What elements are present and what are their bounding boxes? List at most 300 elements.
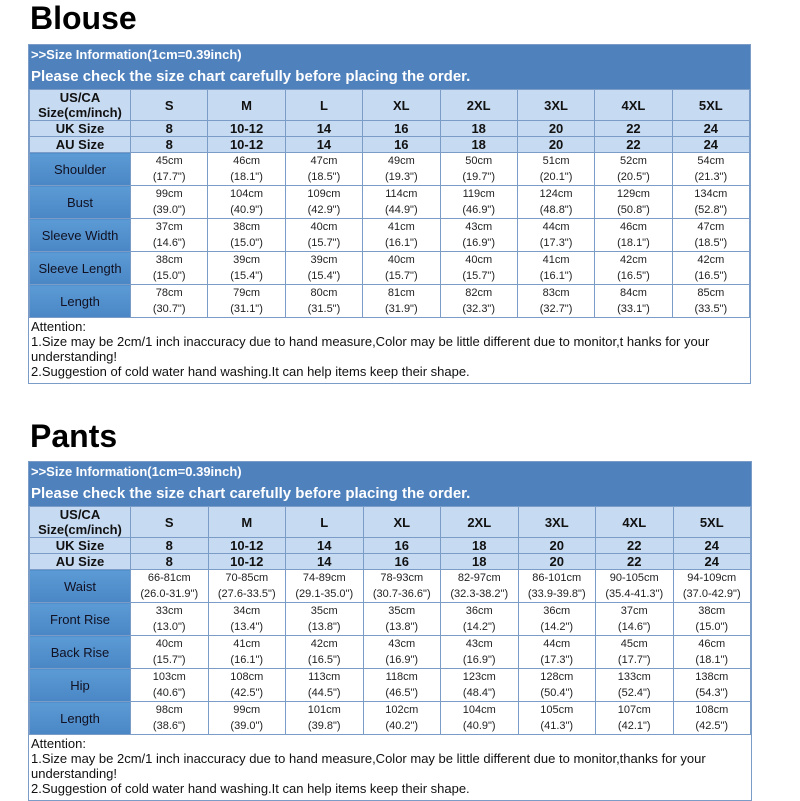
measurement-cell <box>672 153 749 186</box>
size-table <box>29 506 751 735</box>
inch-value: (18.1") <box>617 237 650 249</box>
inch-value: (39.8") <box>307 720 341 732</box>
inch-value: (38.6") <box>152 720 186 732</box>
measurement-cell <box>208 636 286 669</box>
row-label: Shoulder <box>30 153 131 186</box>
inch-value: (15.7") <box>384 270 418 282</box>
cm-value: 54cm <box>697 155 725 167</box>
measurement-cell <box>441 603 519 636</box>
measurement-cell <box>596 669 674 702</box>
measurement-cell <box>672 252 749 285</box>
au-size-label: AU Size <box>30 137 131 153</box>
uk-size-row <box>30 121 750 137</box>
row-label: Hip <box>30 669 131 702</box>
inch-value: (14.2") <box>540 621 574 633</box>
measurement-cell <box>363 153 440 186</box>
measurement-cell <box>595 219 672 252</box>
measurement-cell <box>596 603 674 636</box>
measurement-cell <box>363 186 440 219</box>
size-header-label: US/CA Size(cm/inch) <box>30 90 131 121</box>
inch-value: (31.1") <box>230 303 263 315</box>
table-row <box>30 285 750 318</box>
measurement-cell <box>595 186 672 219</box>
measurement-cell <box>440 186 517 219</box>
cm-value: 78cm <box>155 287 183 299</box>
inch-value: (15.7") <box>307 237 341 249</box>
au-size-value: 16 <box>363 137 440 153</box>
size-info-text: >>Size Information(1cm=0.39inch) <box>31 464 242 479</box>
row-label: Sleeve Length <box>30 252 131 285</box>
measurement-cell <box>286 570 364 603</box>
inch-value: (42.5") <box>695 720 729 732</box>
au-size-value: 16 <box>363 554 441 570</box>
size-m: M <box>208 507 286 538</box>
measurement-cell <box>518 636 596 669</box>
cm-value: 90-105cm <box>609 572 659 584</box>
inch-value: (33.9-39.8") <box>527 588 586 600</box>
row-label: Back Rise <box>30 636 131 669</box>
cm-value: 42cm <box>619 254 647 266</box>
uk-size-value: 18 <box>441 538 519 554</box>
cm-value: 103cm <box>152 671 186 683</box>
inch-value: (48.8") <box>539 204 573 216</box>
cm-value: 52cm <box>619 155 647 167</box>
uk-size-row <box>30 538 751 554</box>
measurement-cell <box>673 669 751 702</box>
au-size-value: 14 <box>285 137 362 153</box>
inch-value: (26.0-31.9") <box>140 588 199 600</box>
cm-value: 50cm <box>465 155 493 167</box>
measurement-cell <box>517 285 594 318</box>
measurement-cell <box>595 285 672 318</box>
cm-value: 113cm <box>308 671 341 683</box>
inch-value: (17.7") <box>152 171 186 183</box>
au-size-value: 20 <box>518 554 596 570</box>
cm-value: 82cm <box>465 287 493 299</box>
cm-value: 40cm <box>387 254 415 266</box>
size-3xl: 3XL <box>518 507 596 538</box>
chart-header <box>29 45 750 89</box>
measurement-cell <box>440 219 517 252</box>
cm-value: 104cm <box>462 704 496 716</box>
measurement-cell <box>208 186 285 219</box>
inch-value: (33.1") <box>617 303 650 315</box>
cm-value: 138cm <box>695 671 729 683</box>
inch-value: (33.5") <box>694 303 728 315</box>
uk-size-value: 20 <box>517 121 594 137</box>
cm-value: 79cm <box>233 287 261 299</box>
inch-value: (39.0") <box>152 204 186 216</box>
size-5xl: 5XL <box>673 507 751 538</box>
inch-value: (40.2") <box>385 720 419 732</box>
inch-value: (15.0") <box>695 621 729 633</box>
cm-value: 105cm <box>540 704 574 716</box>
inch-value: (31.5") <box>307 303 341 315</box>
uk-size-value: 14 <box>286 538 364 554</box>
measurement-cell <box>595 153 672 186</box>
uk-size-value: 22 <box>595 121 672 137</box>
measurement-cell <box>518 603 596 636</box>
measurement-cell <box>672 285 749 318</box>
table-row <box>30 252 750 285</box>
cm-value: 44cm <box>542 221 570 233</box>
inch-value: (15.7") <box>462 270 495 282</box>
table-row <box>30 153 750 186</box>
measurement-cell <box>131 285 208 318</box>
inch-value: (50.4") <box>540 687 574 699</box>
au-size-value: 10-12 <box>208 137 285 153</box>
inch-value: (42.5") <box>230 687 264 699</box>
inch-value: (16.9") <box>385 654 419 666</box>
cm-value: 40cm <box>310 221 338 233</box>
inch-value: (16.9") <box>462 654 496 666</box>
measurement-cell <box>131 570 209 603</box>
cm-value: 42cm <box>310 638 338 650</box>
size-header-label: US/CA Size(cm/inch) <box>30 507 131 538</box>
inch-value: (18.5") <box>694 237 728 249</box>
attention-line: 2.Suggestion of cold water hand washing.It can help items keep their shape. <box>31 364 470 379</box>
measurement-cell <box>208 153 285 186</box>
cm-value: 36cm <box>465 605 493 617</box>
inch-value: (41.3") <box>540 720 574 732</box>
cm-value: 40cm <box>465 254 493 266</box>
cm-value: 78-93cm <box>380 572 424 584</box>
attention-line: 1.Size may be 2cm/1 inch inaccuracy due to hand measure,Color may be little different due to monitor,thanks for your understanding! <box>31 751 706 781</box>
inch-value: (44.5") <box>307 687 341 699</box>
measurement-cell <box>363 669 441 702</box>
inch-value: (17.3") <box>540 654 574 666</box>
inch-value: (18.1") <box>695 654 729 666</box>
size-m: M <box>208 90 285 121</box>
inch-value: (29.1-35.0") <box>295 588 354 600</box>
inch-value: (14.2") <box>462 621 496 633</box>
size-4xl: 4XL <box>595 90 672 121</box>
row-label: Sleeve Width <box>30 219 131 252</box>
inch-value: (30.7") <box>152 303 186 315</box>
au-size-value: 10-12 <box>208 554 286 570</box>
cm-value: 38cm <box>233 221 261 233</box>
au-size-value: 8 <box>131 137 208 153</box>
measurement-cell <box>286 669 364 702</box>
inch-value: (14.6") <box>152 237 186 249</box>
cm-value: 74-89cm <box>302 572 346 584</box>
inch-value: (32.7") <box>539 303 573 315</box>
cm-value: 35cm <box>310 605 338 617</box>
inch-value: (15.0") <box>152 270 186 282</box>
au-size-value: 24 <box>672 137 749 153</box>
cm-value: 99cm <box>233 704 261 716</box>
row-label: Bust <box>30 186 131 219</box>
cm-value: 38cm <box>698 605 726 617</box>
measurement-cell <box>285 153 362 186</box>
measurement-cell <box>285 186 362 219</box>
size-l: L <box>285 90 362 121</box>
measurement-cell <box>286 636 364 669</box>
measurement-cell <box>441 669 519 702</box>
row-label: Waist <box>30 570 131 603</box>
cm-value: 66-81cm <box>147 572 191 584</box>
measurement-cell <box>517 219 594 252</box>
attention-notes <box>29 735 751 800</box>
cm-value: 80cm <box>310 287 338 299</box>
cm-value: 46cm <box>619 221 647 233</box>
size-2xl: 2XL <box>441 507 519 538</box>
cm-value: 45cm <box>155 155 183 167</box>
cm-value: 46cm <box>233 155 261 167</box>
inch-value: (39.0") <box>230 720 264 732</box>
cm-value: 133cm <box>617 671 651 683</box>
measurement-cell <box>208 603 286 636</box>
cm-value: 43cm <box>388 638 416 650</box>
cm-value: 109cm <box>307 188 341 200</box>
measurement-cell <box>131 252 208 285</box>
inch-value: (42.1") <box>617 720 651 732</box>
attention-line: Attention: <box>31 736 86 751</box>
size-table <box>29 89 750 318</box>
size-info-text: >>Size Information(1cm=0.39inch) <box>31 47 242 62</box>
measurement-cell <box>441 636 519 669</box>
measurement-cell <box>285 285 362 318</box>
measurement-cell <box>363 636 441 669</box>
inch-value: (15.4") <box>230 270 263 282</box>
measurement-cell <box>208 252 285 285</box>
cm-value: 98cm <box>155 704 183 716</box>
inch-value: (16.1") <box>230 654 264 666</box>
size-5xl: 5XL <box>672 90 749 121</box>
cm-value: 36cm <box>543 605 571 617</box>
au-size-label: AU Size <box>30 554 131 570</box>
measurement-cell <box>131 702 209 735</box>
inch-value: (32.3-38.2") <box>450 588 509 600</box>
blouse-title: Blouse <box>30 0 137 36</box>
cm-value: 41cm <box>387 221 415 233</box>
measurement-cell <box>673 603 751 636</box>
inch-value: (52.8") <box>694 204 728 216</box>
attention-line: 2.Suggestion of cold water hand washing.It can help items keep their shape. <box>31 781 470 796</box>
inch-value: (32.3") <box>462 303 495 315</box>
size-xl: XL <box>363 90 440 121</box>
au-size-value: 20 <box>517 137 594 153</box>
inch-value: (18.5") <box>307 171 341 183</box>
uk-size-value: 8 <box>131 121 208 137</box>
au-size-value: 18 <box>440 137 517 153</box>
au-size-value: 24 <box>673 554 751 570</box>
attention-notes <box>29 318 750 383</box>
measurement-cell <box>673 702 751 735</box>
inch-value: (20.5") <box>617 171 650 183</box>
cm-value: 86-101cm <box>532 572 582 584</box>
cm-value: 35cm <box>388 605 416 617</box>
inch-value: (40.9") <box>462 720 496 732</box>
measurement-cell <box>208 219 285 252</box>
measurement-cell <box>208 669 286 702</box>
inch-value: (16.9") <box>462 237 495 249</box>
cm-value: 107cm <box>617 704 651 716</box>
inch-value: (16.5") <box>307 654 341 666</box>
au-size-value: 14 <box>286 554 364 570</box>
measurement-cell <box>673 636 751 669</box>
inch-value: (15.7") <box>152 654 186 666</box>
measurement-cell <box>131 153 208 186</box>
measurement-cell <box>596 636 674 669</box>
cm-value: 41cm <box>542 254 570 266</box>
measurement-cell <box>208 702 286 735</box>
table-row <box>30 570 751 603</box>
measurement-cell <box>131 636 209 669</box>
measurement-cell <box>363 252 440 285</box>
cm-value: 119cm <box>462 188 495 200</box>
inch-value: (16.1") <box>384 237 418 249</box>
notice-text: Please check the size chart carefully before placing the order. <box>31 485 471 502</box>
inch-value: (46.9") <box>462 204 495 216</box>
uk-size-value: 22 <box>596 538 674 554</box>
inch-value: (16.5") <box>617 270 650 282</box>
size-xl: XL <box>363 507 441 538</box>
au-size-row <box>30 554 751 570</box>
cm-value: 70-85cm <box>225 572 269 584</box>
measurement-cell <box>208 570 286 603</box>
inch-value: (17.7") <box>617 654 651 666</box>
measurement-cell <box>518 570 596 603</box>
cm-value: 38cm <box>155 254 183 266</box>
uk-size-value: 24 <box>672 121 749 137</box>
inch-value: (15.0") <box>230 237 263 249</box>
measurement-cell <box>518 702 596 735</box>
inch-value: (13.0") <box>152 621 186 633</box>
notice-text: Please check the size chart carefully before placing the order. <box>31 68 471 85</box>
inch-value: (15.4") <box>307 270 341 282</box>
measurement-cell <box>596 702 674 735</box>
cm-value: 47cm <box>310 155 338 167</box>
inch-value: (35.4-41.3") <box>605 588 664 600</box>
uk-size-value: 20 <box>518 538 596 554</box>
inch-value: (40.6") <box>152 687 186 699</box>
cm-value: 37cm <box>620 605 648 617</box>
table-row <box>30 702 751 735</box>
size-s: S <box>131 90 208 121</box>
cm-value: 43cm <box>465 638 493 650</box>
au-size-value: 22 <box>595 137 672 153</box>
cm-value: 85cm <box>697 287 725 299</box>
cm-value: 104cm <box>230 188 264 200</box>
measurement-cell <box>517 186 594 219</box>
cm-value: 84cm <box>619 287 647 299</box>
measurement-cell <box>208 285 285 318</box>
cm-value: 47cm <box>697 221 725 233</box>
au-size-value: 8 <box>131 554 209 570</box>
cm-value: 114cm <box>385 188 418 200</box>
inch-value: (27.6-33.5") <box>217 588 276 600</box>
au-size-value: 22 <box>596 554 674 570</box>
measurement-cell <box>285 252 362 285</box>
cm-value: 42cm <box>697 254 725 266</box>
cm-value: 49cm <box>387 155 415 167</box>
cm-value: 34cm <box>233 605 261 617</box>
inch-value: (20.1") <box>539 171 573 183</box>
measurement-cell <box>363 219 440 252</box>
cm-value: 41cm <box>233 638 261 650</box>
table-row <box>30 669 751 702</box>
measurement-cell <box>363 570 441 603</box>
cm-value: 134cm <box>694 188 728 200</box>
measurement-cell <box>285 219 362 252</box>
table-row <box>30 636 751 669</box>
measurement-cell <box>673 570 751 603</box>
attention-line: Attention: <box>31 319 86 334</box>
inch-value: (40.9") <box>230 204 263 216</box>
size-header-row <box>30 507 751 538</box>
inch-value: (19.7") <box>462 171 495 183</box>
cm-value: 83cm <box>542 287 570 299</box>
measurement-cell <box>440 285 517 318</box>
cm-value: 108cm <box>230 671 264 683</box>
cm-value: 51cm <box>542 155 570 167</box>
uk-size-value: 14 <box>285 121 362 137</box>
cm-value: 43cm <box>465 221 493 233</box>
uk-size-value: 24 <box>673 538 751 554</box>
measurement-cell <box>131 669 209 702</box>
inch-value: (54.3") <box>695 687 729 699</box>
inch-value: (16.5") <box>694 270 728 282</box>
table-row <box>30 603 751 636</box>
inch-value: (46.5") <box>385 687 419 699</box>
table-row <box>30 186 750 219</box>
measurement-cell <box>441 570 519 603</box>
size-header-row <box>30 90 750 121</box>
inch-value: (31.9") <box>384 303 418 315</box>
cm-value: 124cm <box>539 188 573 200</box>
measurement-cell <box>131 186 208 219</box>
attention-line: 1.Size may be 2cm/1 inch inaccuracy due to hand measure,Color may be little different due to monitor,t hanks for your understanding! <box>31 334 710 364</box>
measurement-cell <box>517 153 594 186</box>
blouse-size-chart <box>28 44 751 384</box>
measurement-cell <box>672 186 749 219</box>
cm-value: 118cm <box>385 671 418 683</box>
inch-value: (30.7-36.6") <box>372 588 431 600</box>
measurement-cell <box>440 153 517 186</box>
measurement-cell <box>517 252 594 285</box>
cm-value: 39cm <box>310 254 338 266</box>
cm-value: 101cm <box>307 704 341 716</box>
inch-value: (13.4") <box>230 621 264 633</box>
uk-size-value: 16 <box>363 121 440 137</box>
uk-size-label: UK Size <box>30 538 131 554</box>
cm-value: 102cm <box>385 704 419 716</box>
uk-size-value: 16 <box>363 538 441 554</box>
inch-value: (16.1") <box>539 270 573 282</box>
row-label: Length <box>30 702 131 735</box>
uk-size-label: UK Size <box>30 121 131 137</box>
row-label: Length <box>30 285 131 318</box>
cm-value: 129cm <box>616 188 650 200</box>
table-row <box>30 219 750 252</box>
cm-value: 44cm <box>543 638 571 650</box>
chart-header <box>29 462 751 506</box>
measurement-cell <box>286 603 364 636</box>
size-3xl: 3XL <box>517 90 594 121</box>
size-l: L <box>286 507 364 538</box>
cm-value: 123cm <box>462 671 496 683</box>
measurement-cell <box>286 702 364 735</box>
cm-value: 82-97cm <box>457 572 501 584</box>
measurement-cell <box>363 702 441 735</box>
measurement-cell <box>596 570 674 603</box>
au-size-value: 18 <box>441 554 519 570</box>
inch-value: (18.1") <box>230 171 263 183</box>
au-size-row <box>30 137 750 153</box>
inch-value: (17.3") <box>539 237 573 249</box>
cm-value: 81cm <box>387 287 415 299</box>
